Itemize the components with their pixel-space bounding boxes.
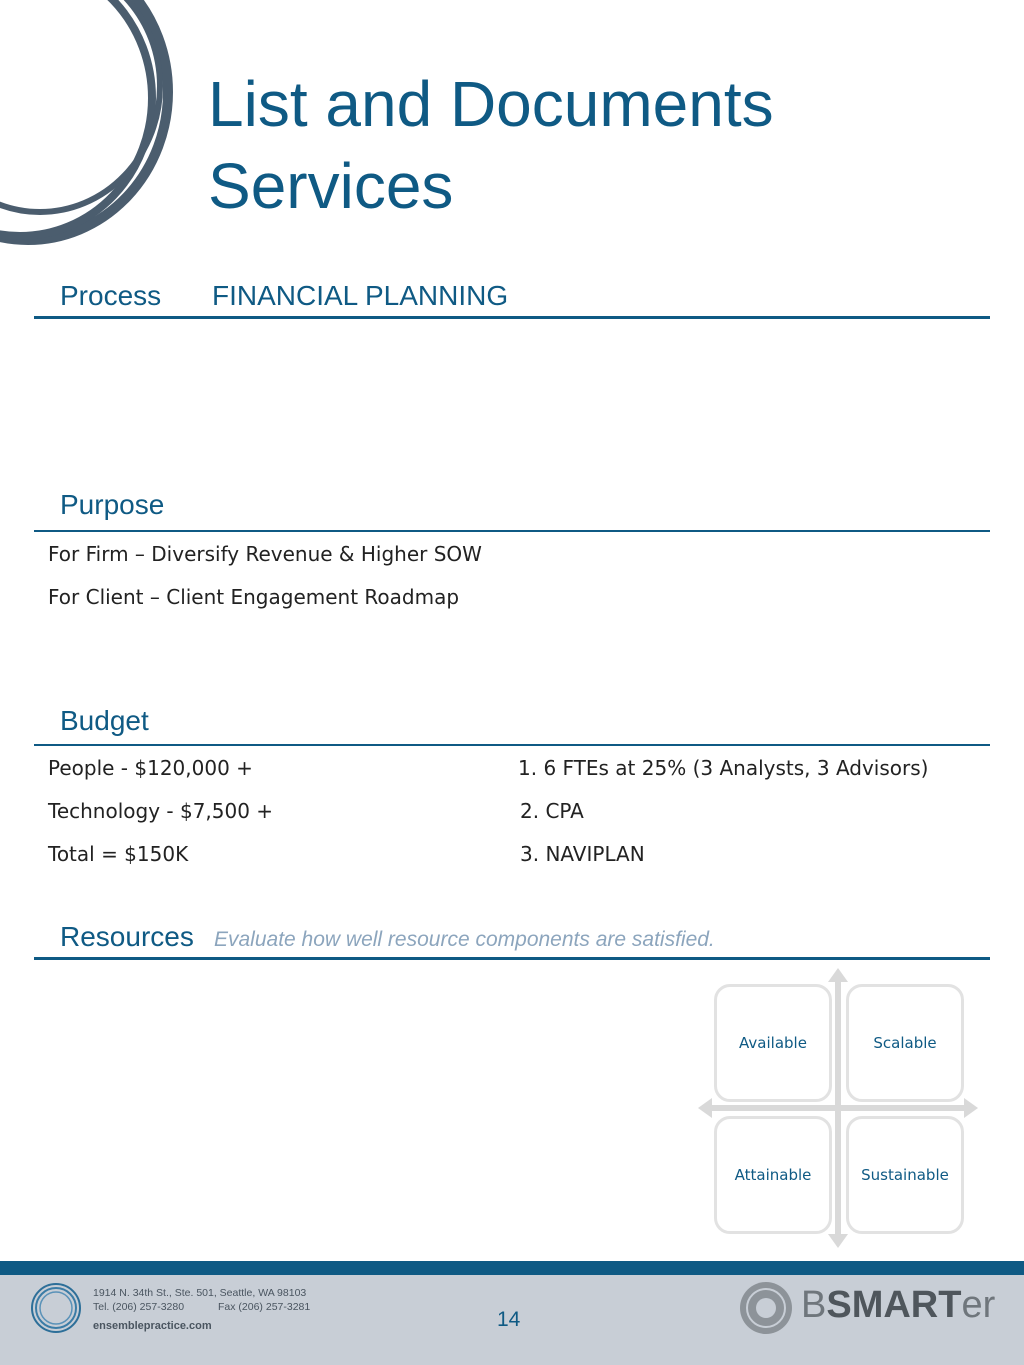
process-divider xyxy=(34,316,990,319)
brand-prefix: B xyxy=(801,1284,827,1326)
resources-divider xyxy=(34,957,990,960)
budget-cost-item: Total = $150K xyxy=(48,842,189,866)
bsmarter-wordmark xyxy=(801,1284,995,1327)
resources-quadrant-diagram xyxy=(696,966,980,1250)
purpose-label: Purpose xyxy=(60,489,165,520)
budget-detail-item: 2. CPA xyxy=(520,799,584,823)
budget-cost-item: Technology - $7,500 + xyxy=(48,799,274,823)
brand-suffix: er xyxy=(961,1284,996,1326)
page-title-line-2: Services xyxy=(208,150,454,222)
ensemble-logo-icon xyxy=(28,1280,84,1336)
footer-fax: Fax (206) 257-3281 xyxy=(218,1301,311,1313)
footer-accent-bar xyxy=(0,1261,1024,1275)
resources-label: Resources xyxy=(60,921,194,952)
process-value: FINANCIAL PLANNING xyxy=(212,280,509,311)
budget-label: Budget xyxy=(60,705,149,736)
budget-cost-item: People - $120,000 + xyxy=(48,756,253,780)
decorative-rings-logo xyxy=(0,0,200,260)
footer-tel: Tel. (206) 257-3280 xyxy=(93,1301,185,1313)
bsmarter-logo-icon xyxy=(738,1280,794,1336)
process-label: Process xyxy=(60,280,162,311)
budget-detail-item: 3. NAVIPLAN xyxy=(520,842,645,866)
quadrant-sustainable: Sustainable xyxy=(846,1116,964,1234)
purpose-item: For Firm – Diversify Revenue & Higher SOW xyxy=(48,542,482,566)
budget-divider xyxy=(34,744,990,746)
quadrant-available: Available xyxy=(714,984,832,1102)
footer-website-link[interactable]: ensemblepractice.com xyxy=(93,1320,212,1332)
quadrant-attainable: Attainable xyxy=(714,1116,832,1234)
page-number: 14 xyxy=(497,1308,521,1331)
footer-address: 1914 N. 34th St., Ste. 501, Seattle, WA 98103 xyxy=(93,1287,307,1299)
page-title-line-1: List and Documents xyxy=(208,68,774,140)
quadrant-scalable: Scalable xyxy=(846,984,964,1102)
resources-note: Evaluate how well resource components are satisfied. xyxy=(214,928,715,951)
purpose-divider xyxy=(34,530,990,532)
brand-bold: SMART xyxy=(826,1284,962,1326)
budget-detail-item: 1. 6 FTEs at 25% (3 Analysts, 3 Advisors) xyxy=(518,756,929,780)
purpose-item: For Client – Client Engagement Roadmap xyxy=(48,585,460,609)
